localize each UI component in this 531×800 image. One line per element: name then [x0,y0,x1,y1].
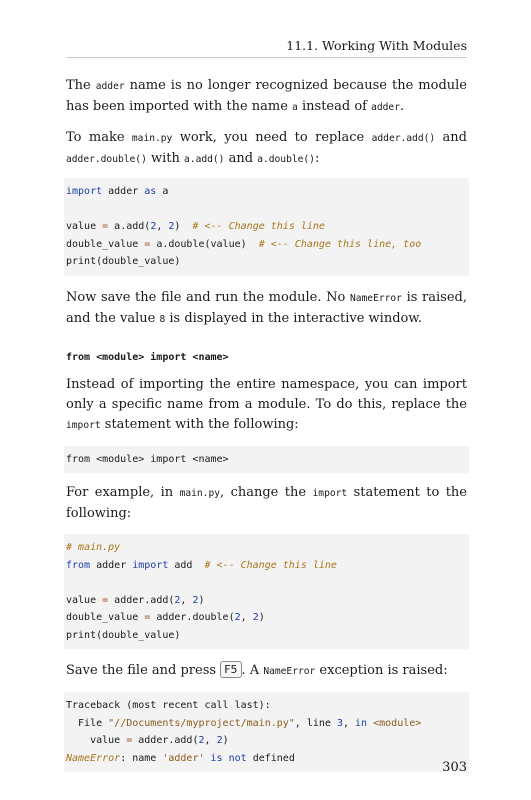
section-title: 11.1. Working With Modules [286,38,467,53]
code-text: ) [198,594,205,606]
number: 2 [198,735,205,746]
page-number: 303 [442,760,467,775]
code-text: ) [222,735,229,746]
code-text: defined [246,752,295,764]
code-text: adder [90,559,133,571]
code-text: value [66,594,103,606]
exception-name: NameError [66,752,121,764]
text: name is no longer recognized because the module has been imported with the name [66,78,467,114]
inline-code: a [292,102,298,113]
code-text: print(double_value) [66,629,181,641]
comment: # <-- Change this line [204,559,337,571]
code-text: add [168,559,205,571]
operator: = [144,612,151,623]
text: Now save the file and run the module. No [66,289,350,305]
text: instead of [297,99,372,114]
paragraph-6 [66,661,467,682]
code-block-2 [64,446,469,474]
inline-code: a.add() [184,154,225,165]
code-text: adder.add( [108,594,175,606]
text: Save the file and press [66,663,221,678]
code-block-4 [64,692,469,772]
paragraph-4 [66,375,467,436]
operator: = [102,594,109,606]
code-text: , [180,594,193,606]
code-text: adder.double( [150,612,235,623]
string: 'adder' [162,752,205,764]
inline-code: adder [95,81,125,92]
keyword: in [355,717,368,729]
code-text: value [66,221,103,232]
inline-code: adder [371,102,400,113]
paragraph-1 [66,76,467,118]
keyword: import [66,186,103,197]
text: is raised, and the value [66,289,467,326]
inline-code: a.double() [257,154,315,165]
number: 2 [252,612,259,623]
number: 3 [336,717,343,729]
code-text: File [66,717,109,729]
page-content [66,76,467,772]
code-text: , [204,735,217,746]
code-text: adder [102,186,145,197]
inline-code: main.py [179,488,221,499]
text: . A [241,663,264,678]
number: 2 [174,594,181,606]
keyword: as [144,186,157,197]
code-text: , [156,221,169,232]
number: 2 [150,221,157,232]
number: 2 [192,594,199,606]
number: 2 [234,612,241,623]
inline-code: NameError [349,292,402,304]
string: "//Documents/myproject/main.py" [108,717,295,729]
operator: = [126,735,133,746]
text: The [66,78,96,93]
inline-code: import [66,419,101,431]
comment: # <-- Change this line [192,221,325,232]
keyword: from [66,559,91,571]
text: To make [66,130,132,145]
code-text: print(double_value) [66,256,181,267]
code-text: double_value [66,612,145,623]
operator: = [144,238,151,250]
code-block-1 [64,178,469,276]
text: , change the [220,485,313,500]
code-text: : name [120,752,163,764]
code-text: Traceback (most recent call last): [66,700,271,711]
text: and [435,130,468,145]
text: Instead of importing the entire namespace, you can import only a specific name from a module. To do this, replace the [66,376,467,412]
code-text: adder.add( [132,735,199,746]
text: and [224,151,258,166]
module-tag: <module> [373,717,422,729]
comment: # main.py [66,542,121,553]
subsection-heading: from <module> import <name> [66,351,229,363]
inline-code: adder.double() [66,154,147,165]
code-text: , [240,612,253,623]
text: exception is raised: [315,663,448,678]
running-header [66,38,467,58]
text: is displayed in the interactive window. [165,310,423,326]
keyword: is [210,752,223,764]
keyboard-key-f5: F5 [220,661,241,678]
paragraph-5 [66,483,467,524]
text: with [146,151,185,166]
code-block-3 [64,534,469,649]
number: 2 [216,735,223,746]
number: 2 [168,221,175,232]
text: work, you need to replace [172,130,372,145]
code-text: , [342,717,356,729]
code-text: a.add( [108,221,151,232]
inline-code: import [312,488,348,499]
text: statement to the following: [66,485,467,521]
text: . [399,99,405,114]
comment: # <-- Change this line, too [258,238,422,250]
code-text: from <module> import <name> [66,453,229,465]
inline-code: NameError [263,666,316,677]
code-text: a.double(value) [150,238,259,250]
paragraph-3 [66,288,467,330]
text: : [314,151,320,166]
keyword: import [132,559,169,571]
inline-code: main.py [131,133,173,144]
code-text: a [156,186,169,197]
code-text: , line [294,717,337,729]
inline-code: 8 [159,313,166,325]
code-text: double_value [66,238,145,250]
operator: = [102,221,109,232]
paragraph-2 [66,128,467,170]
text: statement with the following: [100,416,299,432]
code-text: ) [258,612,265,623]
text: For example, in [66,485,180,500]
inline-code: adder.add() [371,133,436,144]
code-text: ) [174,221,193,232]
code-text: value [66,735,127,746]
keyword: not [228,752,247,764]
